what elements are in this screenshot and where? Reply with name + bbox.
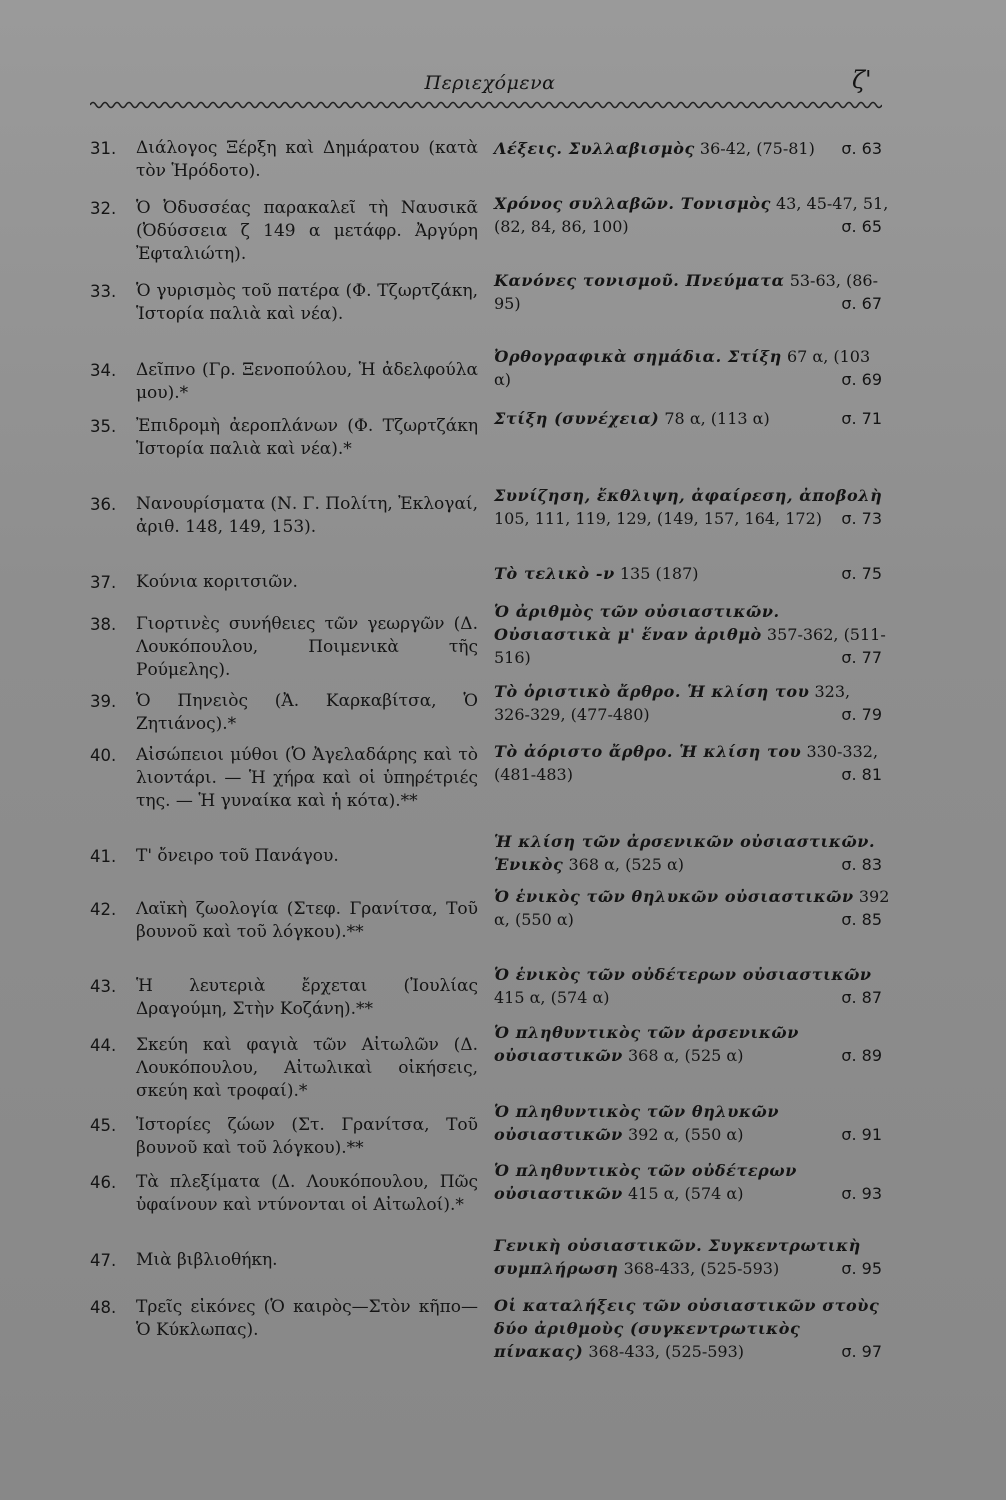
- entry-number: 33.: [90, 282, 117, 301]
- paragraph-refs: 415 α, (574 α): [494, 988, 610, 1007]
- page-ref: σ. 91: [841, 1125, 882, 1144]
- entry-number: 45.: [90, 1116, 117, 1135]
- grammar-topic: Οἱ καταλήξεις τῶν οὐσιαστικῶν στοὺς δύο ἀριθμοὺς (συγκεντρωτικὸς πίνακας): [494, 1296, 880, 1361]
- entry-title: Μιὰ βιβλιοθήκη.: [136, 1250, 278, 1270]
- entry-title: Ὁ γυρισμὸς τοῦ πατέρα (Φ. Τζωρτζάκη, Ἱστορία παλιὰ καὶ νέα).: [136, 281, 478, 324]
- entry-title: Λαϊκὴ ζωολογία (Στεφ. Γρανίτσα, Τοῦ βουνοῦ καὶ τοῦ λόγκου).**: [136, 899, 478, 942]
- contents-entry: [86, 1034, 478, 1103]
- grammar-topic: Ὀρθογραφικὰ σημάδια. Στίξη: [494, 347, 782, 366]
- grammar-topic: Ὁ πληθυντικὸς τῶν οὐδέτερων οὐσιαστικῶν: [494, 1161, 797, 1203]
- grammar-entry: [494, 1021, 890, 1067]
- paragraph-refs: 53-63, (86-95): [494, 271, 878, 313]
- entry-number: 48.: [90, 1298, 117, 1317]
- grammar-topic: Τὸ ὁριστικὸ ἄρθρο. Ἡ κλίση του: [494, 682, 810, 701]
- grammar-entry: [494, 830, 890, 876]
- entry-title: Ὁ Πηνειὸς (Ἀ. Καρκαβίτσα, Ὁ Ζητιάνος).*: [136, 691, 478, 734]
- running-header-title: Περιεχόμενα: [424, 72, 556, 94]
- paragraph-refs: 415 α, (574 α): [627, 1184, 744, 1203]
- grammar-topic: Ὁ ἀριθμὸς τῶν οὐσιαστικῶν. Οὐσιαστικὰ μ' ἕναν ἀριθμὸ: [494, 602, 780, 644]
- page-ref: σ. 83: [841, 855, 882, 874]
- grammar-entry: [494, 1159, 890, 1205]
- contents-entry: [86, 975, 478, 1021]
- contents-entry: [86, 415, 478, 461]
- grammar-entry: [494, 740, 890, 786]
- grammar-entry: [494, 885, 890, 931]
- entry-title: Δεῖπνο (Γρ. Ξενοπούλου, Ἡ ἀδελφούλα μου).*: [136, 360, 478, 403]
- page-ref: σ. 93: [841, 1184, 882, 1203]
- contents-entry: [86, 493, 478, 539]
- contents-entry: [86, 690, 478, 736]
- contents-entry: [86, 197, 478, 266]
- entry-title: Ὁ Ὀδυσσέας παρακαλεῖ τὴ Ναυσικᾶ (Ὀδύσσεια ζ 149 α μετάφρ. Ἀργύρη Ἐφταλιώτη).: [136, 198, 478, 264]
- contents-entry: [86, 1249, 478, 1272]
- grammar-entry: [494, 192, 890, 238]
- paragraph-refs: 43, 45-47, 51, (82, 84, 86, 100): [494, 194, 889, 236]
- paragraph-refs: 392 α, (550 α): [627, 1125, 744, 1144]
- page-number: ζ': [852, 66, 872, 94]
- entry-title: Κούνια κοριτσιῶν.: [136, 572, 298, 592]
- entry-number: 38.: [90, 615, 117, 634]
- contents-entry: [86, 1296, 478, 1342]
- entry-title: Γιορτινὲς συνήθειες τῶν γεωργῶν (Δ. Λουκόπουλου, Ποιμενικὰ τῆς Ρούμελης).: [136, 614, 478, 680]
- page-ref: σ. 65: [841, 217, 882, 236]
- page-ref: σ. 89: [841, 1046, 882, 1065]
- paragraph-refs: 78 α, (113 α): [664, 409, 770, 428]
- entry-title: Ἱστορίες ζώων (Στ. Γρανίτσα, Τοῦ βουνοῦ καὶ τοῦ λόγκου).**: [136, 1115, 478, 1158]
- entry-number: 31.: [90, 139, 117, 158]
- contents-entry: [86, 744, 478, 813]
- grammar-entry: [494, 1100, 890, 1146]
- entry-number: 44.: [90, 1036, 117, 1055]
- page-ref: σ. 69: [841, 370, 882, 389]
- grammar-topic: Στίξη (συνέχεια): [494, 409, 660, 428]
- entry-number: 40.: [90, 746, 117, 765]
- grammar-topic: Λέξεις. Συλλαβισμὸς: [494, 139, 695, 158]
- grammar-entry: [494, 484, 890, 530]
- grammar-topic: Ὁ ἑνικὸς τῶν οὐδέτερων οὐσιαστικῶν: [494, 965, 872, 984]
- entry-number: 47.: [90, 1251, 117, 1270]
- entry-number: 42.: [90, 900, 117, 919]
- page-ref: σ. 63: [841, 139, 882, 158]
- page-ref: σ. 87: [841, 988, 882, 1007]
- grammar-entry: [494, 680, 890, 726]
- paragraph-refs: 135 (187): [619, 564, 699, 583]
- paragraph-refs: 330-332, (481-483): [494, 742, 879, 784]
- contents-entry: [86, 845, 478, 868]
- page-ref: σ. 71: [841, 409, 882, 428]
- grammar-topic: Ὁ πληθυντικὸς τῶν θηλυκῶν οὐσιαστικῶν: [494, 1102, 780, 1144]
- entry-title: Τὰ πλεξίματα (Δ. Λουκόπουλου, Πῶς ὑφαίνουν καὶ ντύνονται οἱ Αἰτωλοί).*: [136, 1172, 478, 1215]
- page-ref: σ. 97: [841, 1342, 882, 1361]
- contents-entry: [86, 571, 478, 594]
- grammar-entry: [494, 1294, 890, 1363]
- grammar-topic: Ὁ πληθυντικὸς τῶν ἀρσενικῶν οὐσιαστικῶν: [494, 1023, 799, 1065]
- page-ref: σ. 95: [841, 1259, 882, 1278]
- grammar-topic: Συνίζηση, ἔκθλιψη, ἀφαίρεση, ἀποβολὴ: [494, 486, 883, 505]
- contents-entry: [86, 1114, 478, 1160]
- contents-entry: [86, 280, 478, 326]
- paragraph-refs: 392 α, (550 α): [494, 887, 890, 929]
- paragraph-refs: 357-362, (511-516): [494, 625, 886, 667]
- page-ref: σ. 79: [841, 705, 882, 724]
- entry-title: Ἐπιδρομὴ ἀεροπλάνων (Φ. Τζωρτζάκη Ἱστορία παλιὰ καὶ νέα).*: [136, 416, 478, 459]
- entry-number: 36.: [90, 495, 117, 514]
- paragraph-refs: 67 α, (103 α): [494, 347, 871, 389]
- page-ref: σ. 67: [841, 294, 882, 313]
- entry-number: 46.: [90, 1173, 117, 1192]
- entry-number: 41.: [90, 847, 117, 866]
- paragraph-refs: 368-433, (525-593): [588, 1342, 745, 1361]
- grammar-topic: Ἡ κλίση τῶν ἀρσενικῶν οὐσιαστικῶν. Ἑνικὸς: [494, 832, 876, 874]
- contents-entry: [86, 1171, 478, 1217]
- page-ref: σ. 85: [841, 910, 882, 929]
- grammar-entry: [494, 963, 890, 1009]
- entry-title: Τ' ὄνειρο τοῦ Πανάγου.: [136, 846, 339, 866]
- paragraph-refs: 36-42, (75-81): [699, 139, 815, 158]
- grammar-topic: Κανόνες τονισμοῦ. Πνεύματα: [494, 271, 785, 290]
- grammar-entry: [494, 1234, 890, 1280]
- paragraph-refs: 368-433, (525-593): [623, 1259, 780, 1278]
- contents-entry: [86, 359, 478, 405]
- grammar-entry: [494, 407, 890, 430]
- grammar-topic: Χρόνος συλλαβῶν. Τονισμὸς: [494, 194, 771, 213]
- entry-title: Ἡ λευτεριὰ ἔρχεται (Ἰουλίας Δραγούμη, Στὴν Κοζάνη).**: [136, 976, 478, 1019]
- entry-title: Διάλογος Ξέρξη καὶ Δημάρατου (κατὰ τὸν Ἡρόδοτο).: [136, 138, 478, 181]
- page-ref: σ. 81: [841, 765, 882, 784]
- contents-entry: [86, 898, 478, 944]
- entry-number: 43.: [90, 977, 117, 996]
- wavy-header-rule: [90, 98, 882, 112]
- paragraph-refs: 323, 326-329, (477-480): [494, 682, 851, 724]
- contents-entry: [86, 137, 478, 183]
- paragraph-refs: 368 α, (525 α): [568, 855, 684, 874]
- grammar-entry: [494, 600, 890, 669]
- entry-title: Αἰσώπειοι μύθοι (Ὁ Ἀγελαδάρης καὶ τὸ λιοντάρι. — Ἡ χήρα καὶ οἱ ὑπηρέτριές της. — Ἡ γυναίκα καὶ ἡ κότα).**: [136, 745, 478, 811]
- contents-entry: [86, 613, 478, 682]
- entry-number: 32.: [90, 199, 117, 218]
- entry-title: Νανουρίσματα (Ν. Γ. Πολίτη, Ἐκλογαί, ἀριθ. 148, 149, 153).: [136, 494, 479, 537]
- grammar-topic: Τὸ τελικὸ -ν: [494, 564, 615, 583]
- entry-number: 35.: [90, 417, 117, 436]
- grammar-entry: [494, 269, 890, 315]
- entry-title: Τρεῖς εἰκόνες (Ὁ καιρὸς—Στὸν κῆπο—Ὁ Κύκλωπας).: [136, 1297, 478, 1340]
- grammar-topic: Γενικὴ οὐσιαστικῶν. Συγκεντρωτικὴ συμπλήρωση: [494, 1236, 861, 1278]
- entry-number: 39.: [90, 692, 117, 711]
- entry-title: Σκεύη καὶ φαγιὰ τῶν Αἰτωλῶν (Δ. Λουκόπουλου, Αἰτωλικαὶ οἰκήσεις, σκεύη καὶ τροφαί).*: [136, 1035, 478, 1101]
- paragraph-refs: 105, 111, 119, 129, (149, 157, 164, 172): [494, 509, 822, 528]
- page-ref: σ. 77: [841, 648, 882, 667]
- page-ref: σ. 73: [841, 509, 882, 528]
- grammar-entry: [494, 137, 890, 160]
- grammar-entry: [494, 345, 890, 391]
- grammar-entry: [494, 562, 890, 585]
- paragraph-refs: 368 α, (525 α): [627, 1046, 744, 1065]
- entry-number: 37.: [90, 573, 117, 592]
- entry-number: 34.: [90, 361, 117, 380]
- grammar-topic: Τὸ ἀόριστο ἄρθρο. Ἡ κλίση του: [494, 742, 802, 761]
- grammar-topic: Ὁ ἑνικὸς τῶν θηλυκῶν οὐσιαστικῶν: [494, 887, 854, 906]
- page-ref: σ. 75: [841, 564, 882, 583]
